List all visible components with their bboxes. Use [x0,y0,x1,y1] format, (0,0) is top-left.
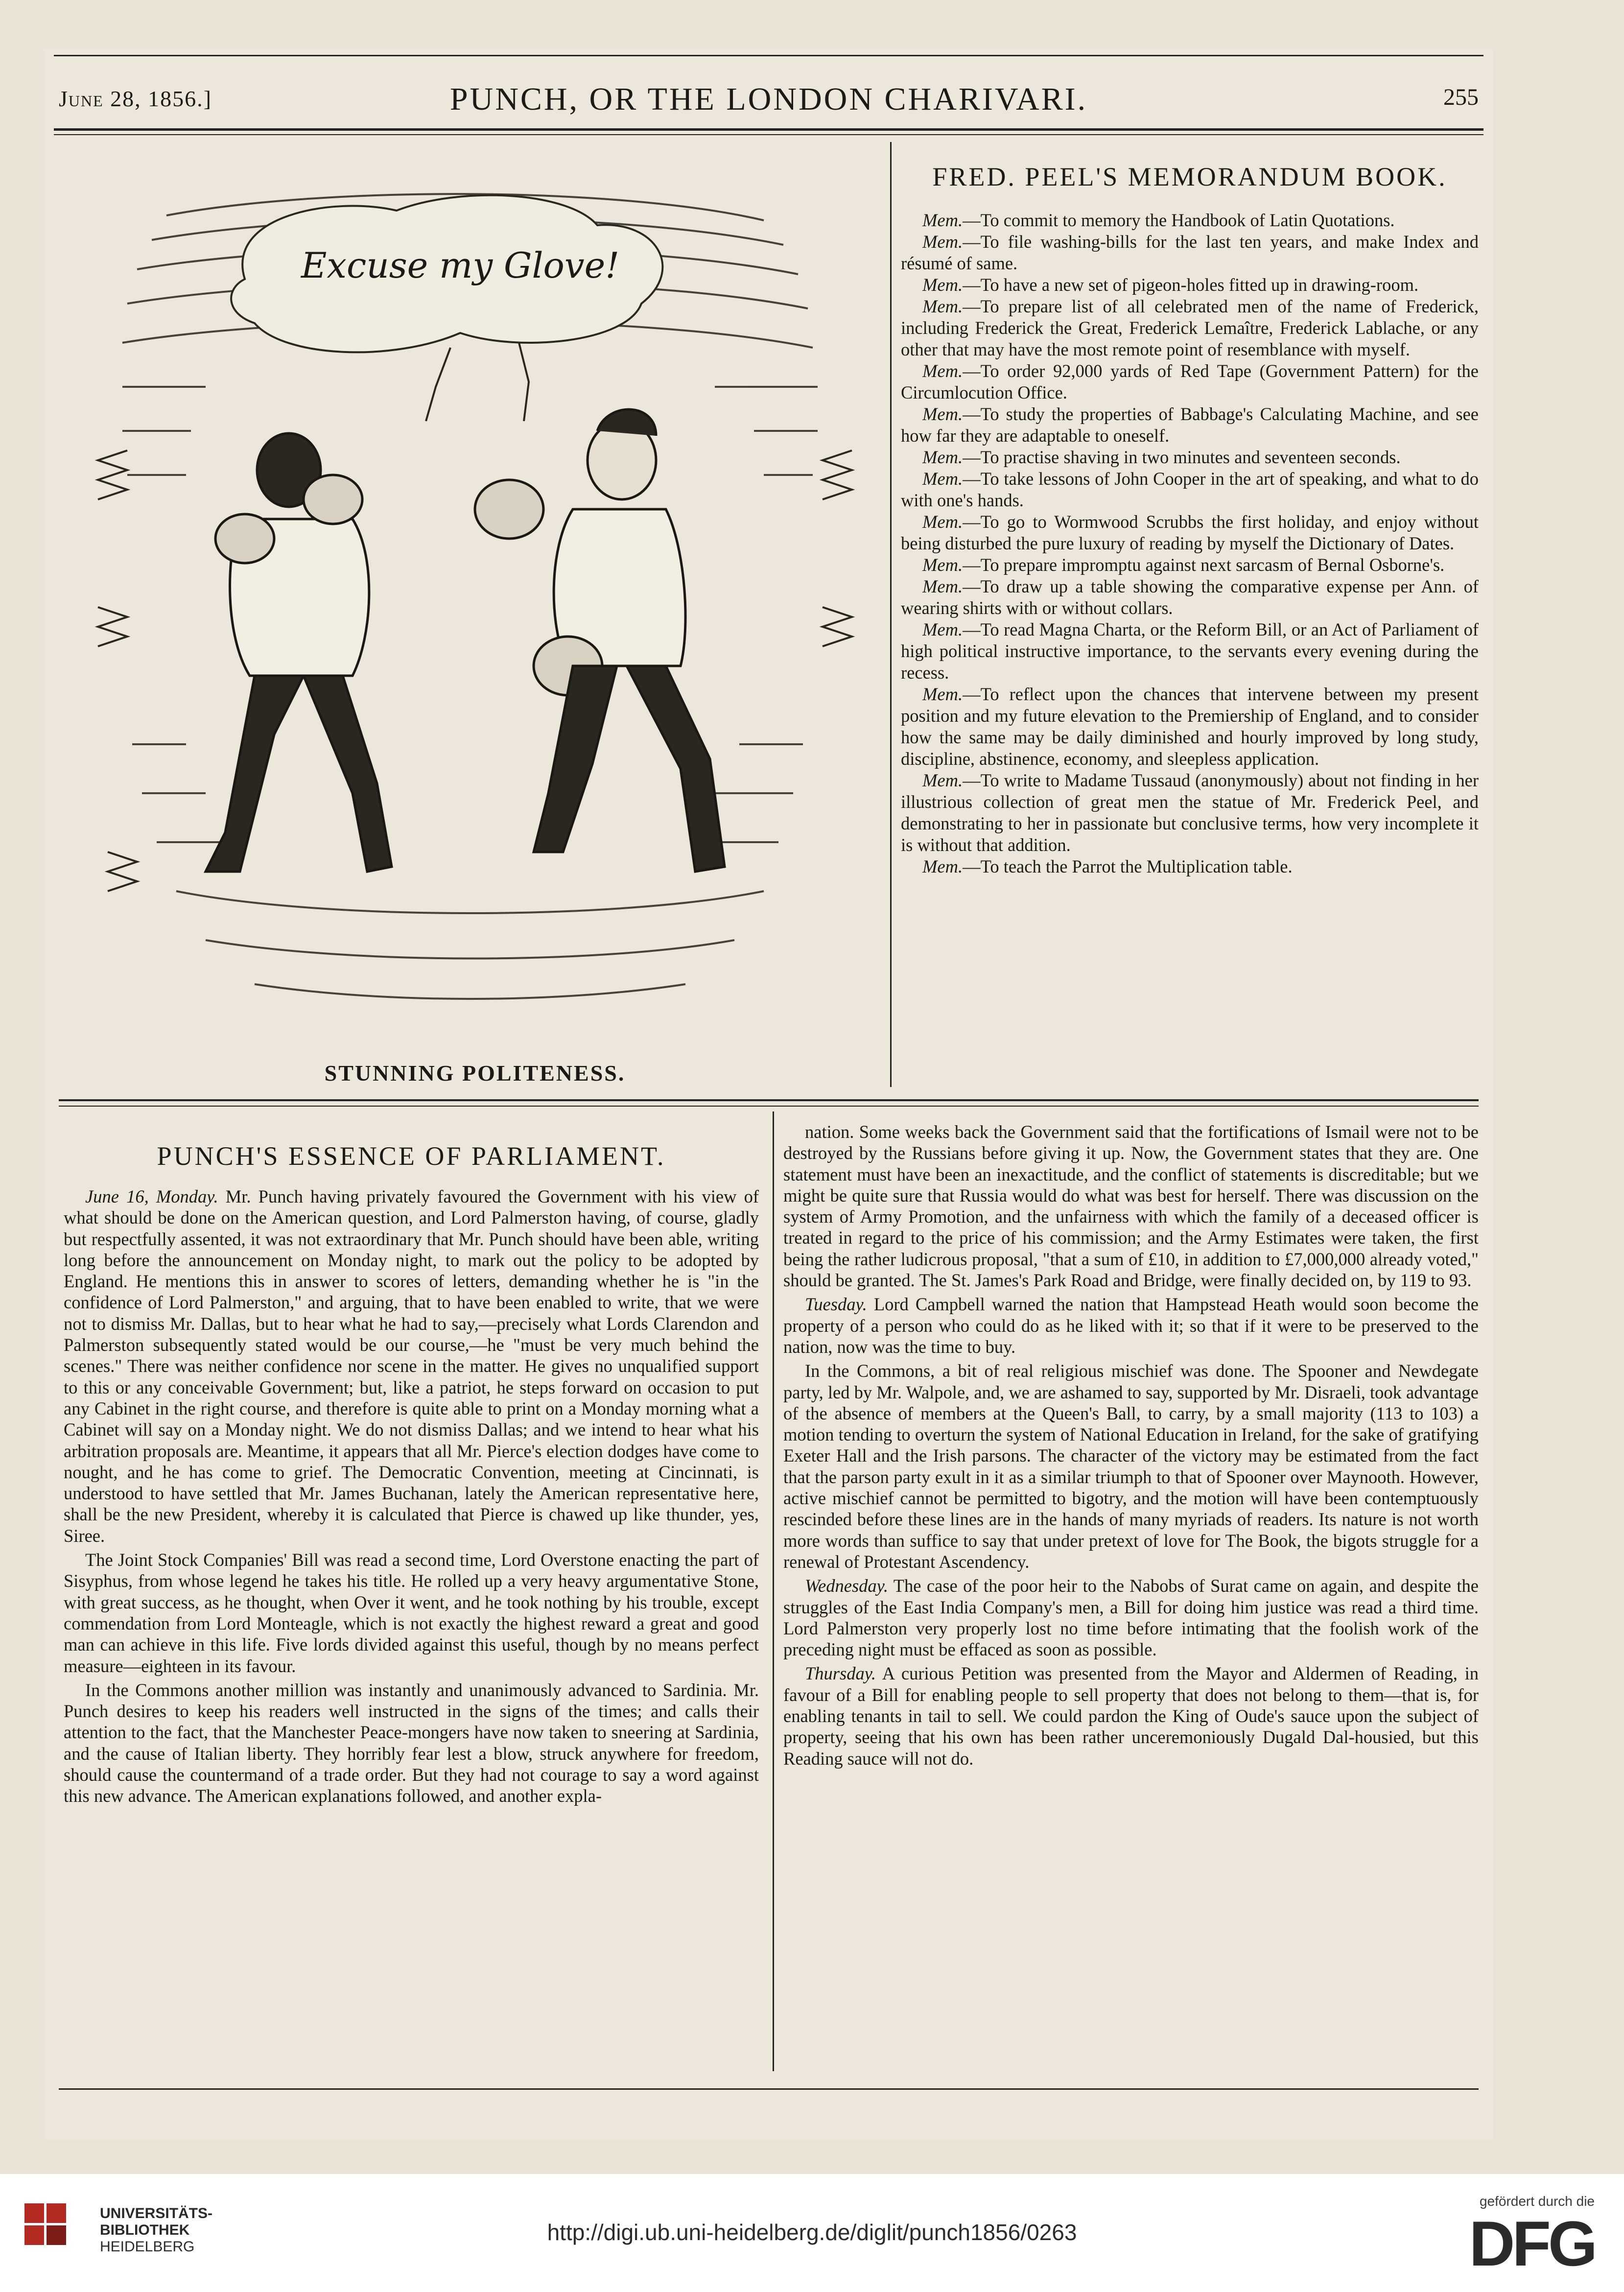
funding-note: gefördert durch die [1479,2194,1595,2209]
memo-entry-text: —To prepare impromptu against next sarcasm of Bernal Osborne's. [963,555,1445,575]
memo-entry [901,210,1479,231]
essence-left-paragraphs [64,1186,759,1807]
essence-paragraph-text: In the Commons, a bit of real religious mischief was done. The Spooner and Newdegate party, led by Mr. Walpole, and, we are ashamed to say, supported by Mr. Disraeli, took advantage of the absence of members at the Queen's Ball, to carry, by a small majority (113 to 103) a motion tending to overturn the system of National Education in Ireland, for the sake of gratifying Exeter Hall and the Irish parsons. The character of the victory may be estimated from the fact that the parson party exult in it as a similar triumph to that of Spooner over Maynooth. However, active mischief cannot be permitted to bigotry, and the motion will have been contemptuously rescinded before these lines are in the hands of many myriads of readers. Its nature is not worth more words than suffice to say that under pretext of love for The Book, the bigots struggle for a renewal of Protestant Ascendency. [783,1361,1479,1572]
memo-entry-lead: Mem. [922,856,963,876]
essence-paragraph-text: Mr. Punch having privately favoured the Government with his view of what should be done on the American question, and Lord Palmerston having, of course, gladly but respectfully assented, it was not extraordinary that Mr. Punch should have been able, writing long before the announcement on Monday night, to mark out the policy to be adopted by England. He mentions this in answer to scores of letters, demanding whether he is "in the confidence of Lord Palmerston," and arguing, that to have been enabled to write, that we were not to dismiss Mr. Dallas, but to hear what he had to say,—precisely what Lords Clarendon and Palmerston subsequently stated would be our course,—he "must be very much behind the scenes." There was neither confidence nor scene in the matter. He gives no unqualified support to this or any conceivable Government; but, like a patriot, he steps forward on occasion to put any Cabinet in the right course, and therefore is quite able to print on a Monday morning what a Cabinet will say on a Monday night. We do not dismiss Dallas; and we intend to hear what his arbitration proposals are. Meantime, it appears that all Mr. Pierce's election dodges have come to nought, and he has come to grief. The Democratic Convention, meeting at Cincinnati, is understood to have settled that Mr. James Buchanan, lately the American representative here, shall be the new President, whereby it is calculated that Pierce is chawed up like thunder, yes, Siree. [64,1186,759,1546]
essence-paragraph [64,1186,759,1546]
essence-paragraph [783,1360,1479,1572]
figure-left-bowing-boxer [206,433,392,872]
memo-entry-lead: Mem. [922,770,963,790]
memorandum-entries [901,210,1479,877]
memo-entry [901,770,1479,856]
essence-paragraph-lead: Thursday. [805,1663,876,1684]
essence-paragraph-text: A curious Petition was presented from the Mayor and Aldermen of Reading, in favour of a Bill for enabling people to sell property that does not belong to them—that is, for enabling tenants in tail to sell. We could pardon the King of Oude's sauce upon the subject of property, seeing that his own has been rather unceremoniously Dugald Dal-housied, but this Reading sauce will not do. [783,1663,1479,1769]
digitization-footer [0,2174,1624,2292]
zigzag-lines-right [823,450,852,646]
memo-entry-lead: Mem. [922,447,963,467]
memo-entry-text: —To prepare list of all celebrated men of the name of Frederick, including Frederick the Great, Frederick Lemaître, Frederick Lablache, or any other that may have the most remote point of resemblance with myself. [901,296,1479,359]
memo-entry-lead: Mem. [922,469,963,489]
essence-right-paragraphs [783,1121,1479,1769]
header-rule-thin [54,134,1483,135]
memo-entry [901,554,1479,576]
essence-paragraph [64,1679,759,1807]
memo-entry-lead: Mem. [922,512,963,532]
memo-entry-text: —To study the properties of Babbage's Calculating Machine, and see how far they are adaptable to oneself. [901,404,1479,446]
essence-paragraph-lead: June 16, Monday. [85,1186,218,1206]
memo-entry-text: —To teach the Parrot the Multiplication table. [963,856,1293,876]
memo-entry [901,447,1479,468]
cartoon-illustration [78,157,871,1063]
memo-entry-text: —To practise shaving in two minutes and seventeen seconds. [963,447,1401,467]
memo-entry-text: —To go to Wormwood Scrubbs the first holiday, and enjoy without being disturbed the pure luxury of reading by myself the Dictionary of Dates. [901,512,1479,553]
memo-entry [901,619,1479,684]
essence-paragraph [783,1121,1479,1291]
institution-line-2: BIBLIOTHEK [100,2222,190,2238]
essence-paragraph-text: The case of the poor heir to the Nabobs of Surat came on again, and despite the struggles of the East India Company's men, a Bill for doing him justice was read a third time. Lord Palmerston very properly lost no time before intimating that the foolish work of the preceding night must be effaced as soon as possible. [783,1576,1479,1660]
institution-line-1: UNIVERSITÄTS- [100,2205,213,2221]
bottom-rule [59,2088,1479,2090]
essence-paragraph [783,1575,1479,1660]
section-rule-thin [59,1106,1479,1107]
essence-paragraph-text: Lord Campbell warned the nation that Hampstead Heath would soon become the property of a person who could do as he liked with it; so that if it were to be preserved to the nation, now was the time to buy. [783,1294,1479,1357]
memo-entry [901,684,1479,770]
speech-balloon-text: Excuse my Glove! [301,245,620,286]
essence-paragraph-text: nation. Some weeks back the Government said that the fortifications of Ismail were not to be destroyed by the Russians before giving it up. Now, the Government states that they are. One statement must have been an inexactitude, and the conflict of statements is discreditable; but we might be quite sure that Russia would do what was best for herself. There was discussion on the system of Army Promotion, and the unfairness with which the family of a deceased officer is treated in regard to the price of his commission; and the Army Estimates were taken, the first being the rather ludicrous proposal, "that a sum of £10, in addition to £7,000,000 already voted," should be granted. The St. James's Park Road and Bridge, were finally decided on, by 119 to 93. [783,1122,1479,1291]
institution-line-3: HEIDELBERG [100,2239,195,2255]
essence-title: PUNCH'S ESSENCE OF PARLIAMENT. [157,1141,666,1171]
memo-entry [901,511,1479,554]
memo-entry [901,856,1479,877]
header-title: PUNCH, OR THE LONDON CHARIVARI. [449,81,1088,117]
memo-entry-text: —To commit to memory the Handbook of Latin Quotations. [963,210,1395,230]
memo-entry-lead: Mem. [922,361,963,381]
page-number: 255 [1443,84,1479,110]
speech-balloon [231,195,662,421]
memorandum-column [901,162,1479,877]
essence-paragraph [64,1549,759,1677]
memo-entry-lead: Mem. [922,275,963,295]
memo-entry [901,403,1479,447]
memo-entry [901,231,1479,274]
column-divider-top [890,142,892,1087]
memo-entry-text: —To draw up a table showing the comparative expense per Ann. of wearing shirts with or without collars. [901,576,1479,618]
essence-right-column [783,1121,1479,1772]
figure-right-boxer [475,409,725,872]
funder-block [1469,2194,1595,2278]
essence-paragraph-lead: Wednesday. [805,1576,888,1596]
permalink-url[interactable]: http://digi.ub.uni-heidelberg.de/diglit/punch1856/0263 [547,2220,1077,2245]
memo-entry-text: —To file washing-bills for the last ten years, and make Index and résumé of same. [901,232,1479,273]
memorandum-title: FRED. PEEL'S MEMORANDUM BOOK. [932,162,1447,191]
memo-entry-text: —To order 92,000 yards of Red Tape (Government Pattern) for the Circumlocution Office. [901,361,1479,402]
header-date: June 28, 1856.] [59,86,212,111]
memo-entry-lead: Mem. [922,210,963,230]
essence-paragraph-text: The Joint Stock Companies' Bill was read a second time, Lord Overstone enacting the part of Sisyphus, from whose legend he takes his title. He rolled up a very heavy argumentative Stone, with great success, as he thought, when Over it went, and he took nothing by his trouble, except commendation from Lord Monteagle, which is not exactly the highest reward a great and good man can achieve in this life. Five lords divided against this useful, though by no means perfect measure—eighteen in its favour. [64,1550,759,1676]
memo-entry-text: —To reflect upon the chances that intervene between my present position and my future elevation to the Premiership of England, and to consider how the same may be daily diminished and hourly improved by long study, discipline, abstinence, economy, and sleepless application. [901,684,1479,769]
memo-entry [901,576,1479,619]
memo-entry-lead: Mem. [922,555,963,575]
memo-entry-text: —To read Magna Charta, or the Reform Bill, or an Act of Parliament of high political instructive importance, to the servants every evening during the recess. [901,619,1479,683]
zigzag-lines-left [98,450,137,891]
memo-entry-text: —To have a new set of pigeon-holes fitted up in drawing-room. [963,275,1419,295]
memo-entry-lead: Mem. [922,296,963,316]
running-header [59,81,1479,120]
memo-entry-lead: Mem. [922,404,963,424]
header-rule-top [54,55,1483,56]
cartoon-caption: STUNNING POLITENESS. [324,1061,626,1086]
memo-entry [901,468,1479,511]
memo-entry [901,274,1479,296]
dfg-logo: DFG [1469,2208,1595,2279]
memo-entry-text: —To take lessons of John Cooper in the art of speaking, and what to do with one's hands. [901,469,1479,510]
memo-entry [901,360,1479,403]
essence-paragraph [783,1294,1479,1357]
section-rule [59,1099,1479,1101]
essence-left-column [64,1141,759,1810]
essence-paragraph [783,1663,1479,1769]
memo-entry-lead: Mem. [922,619,963,639]
header-rule [54,128,1483,131]
memo-entry-lead: Mem. [922,576,963,596]
essence-paragraph-lead: Tuesday. [805,1294,867,1315]
memo-entry [901,296,1479,360]
column-divider-bottom [773,1111,774,2071]
essence-paragraph-text: In the Commons another million was instantly and unanimously advanced to Sardinia. Mr. Punch desires to keep his readers well instructed in the signs of the times; and calls their attention to the fact, that the Manchester Peace-mongers have now taken to sneering at Sardinia, and the cause of Italian liberty. They horribly fear lest a blow, struck anywhere for freedom, should cause the countermand of a trade order. But they had not courage to say a word against this new advance. The American explanations followed, and another expla- [64,1679,759,1806]
memo-entry-lead: Mem. [922,232,963,252]
memo-entry-lead: Mem. [922,684,963,704]
memo-entry-text: —To write to Madame Tussaud (anonymously) about not finding in her illustrious collection of great men the statue of Mr. Frederick Peel, and demonstrating to her in passionate but conclusive terms, how very incomplete it is without that addition. [901,770,1479,855]
